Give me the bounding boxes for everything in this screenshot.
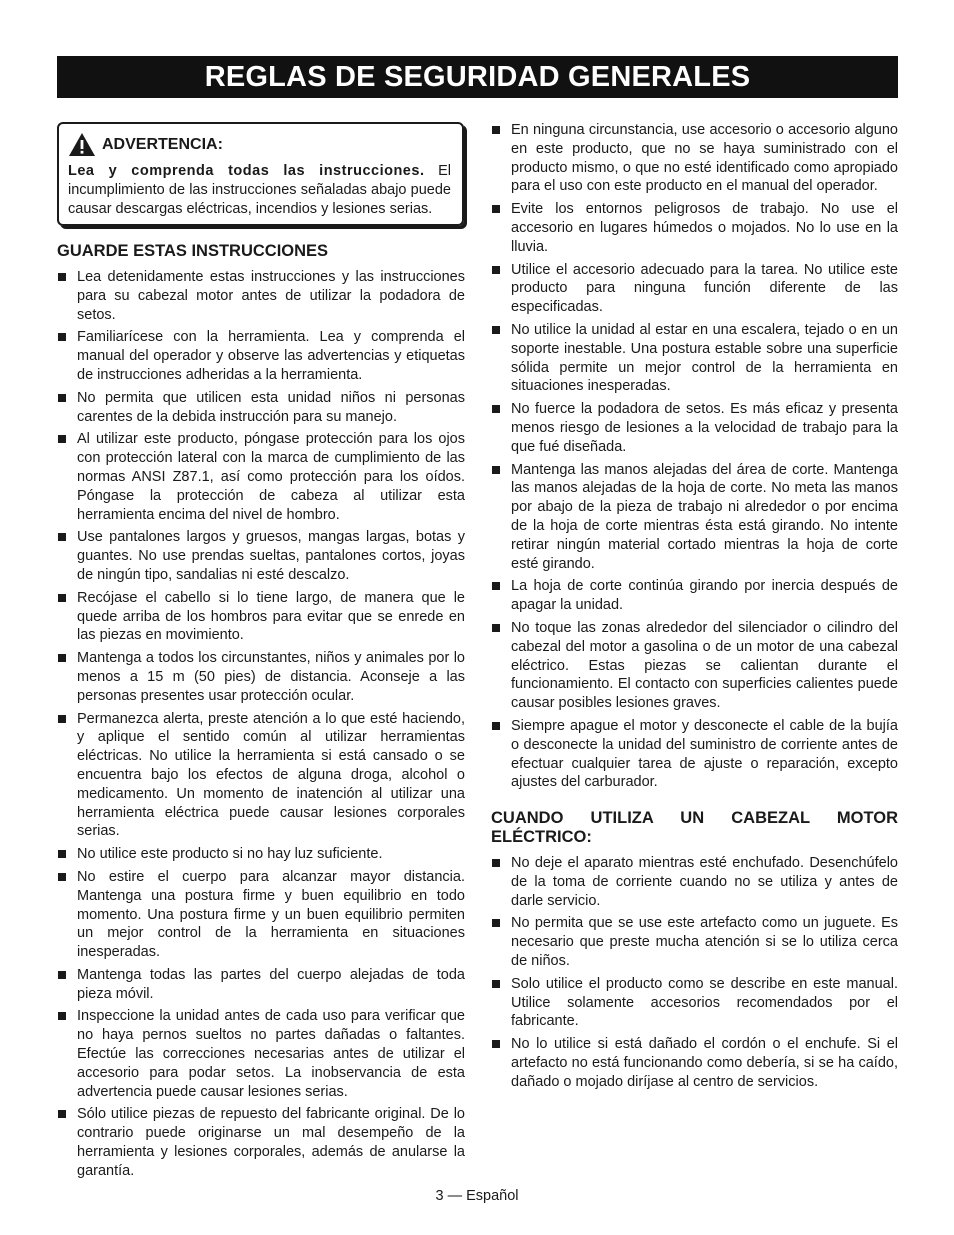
right-column <box>491 121 898 1096</box>
list-item: No lo utilice si está dañado el cordón o el enchufe. Si el artefacto no está funcionando como debería, si se ha caído, dañado o mojado diríjase al centro de servicios. <box>491 1035 898 1091</box>
list-item: No toque las zonas alrededor del silenciador o cilindro del cabezal del motor a gasolina o de un motor de una cabezal eléctrico. Estas piezas se calientan durante el funcionamiento. El contacto con superficies calientes puede causar posibles lesiones graves. <box>491 619 898 713</box>
bullet-icon <box>492 405 500 413</box>
list-item: Recójase el cabello si lo tiene largo, de manera que le quede arriba de los hombros para evitar que se enrede en las piezas en movimiento. <box>57 589 465 645</box>
left-column <box>57 122 465 1185</box>
list-item: Permanezca alerta, preste atención a lo que esté haciendo, y aplique el sentido común al utilizar herramientas eléctricas. No utilice la herramienta si está cansado o se encuentra bajo los efectos de alguna droga, alcohol o medicamento. Un momento de inatención al utilizar una herramienta eléctrica puede causar lesiones corporales serias. <box>57 710 465 842</box>
section-heading-cabezal-electrico: CUANDO UTILIZA UN CABEZAL MOTOR ELÉCTRICO: <box>491 809 898 847</box>
list-cabezal-electrico <box>491 854 898 1092</box>
list-item: No estire el cuerpo para alcanzar mayor distancia. Mantenga una postura firme y buen equilibrio en todo momento. Una postura firme y un buen equilibrio permiten un mejor control de la herramienta en situaciones inesperadas. <box>57 868 465 962</box>
bullet-icon <box>492 266 500 274</box>
list-item: Siempre apague el motor y desconecte el cable de la bujía o desconecte la unidad del suministro de corriente antes de efectuar cualquier tarea de ajuste o reparación, excepto ajustes del carburador. <box>491 717 898 792</box>
bullet-icon <box>58 435 66 443</box>
bullet-icon <box>492 859 500 867</box>
warning-box <box>57 122 464 226</box>
warning-bold-lead: Lea y comprenda todas las instrucciones. <box>68 163 425 179</box>
list-item: No utilice este producto si no hay luz suficiente. <box>57 845 465 864</box>
list-item: En ninguna circunstancia, use accesorio o accesorio alguno en este producto, que no se haya suministrado con el producto mismo, o que no esté identificado como apropiado para el uso con este producto en el manual del operador. <box>491 121 898 196</box>
list-item: Sólo utilice piezas de repuesto del fabricante original. De lo contrario puede originarse un mal desempeño de la herramienta y lesiones corporales, además de anularse la garantía. <box>57 1105 465 1180</box>
warning-heading-text: ADVERTENCIA: <box>102 135 223 153</box>
list-item: Al utilizar este producto, póngase protección para los ojos con protección lateral con la marca de cumplimiento de las normas ANSI Z87.1, así como protección para los oídos. Póngase la protección de cabeza al utilizar esta herramienta encima del nivel de hombro. <box>57 430 465 524</box>
bullet-icon <box>492 624 500 632</box>
list-item: No permita que utilicen esta unidad niños ni personas carentes de la debida instrucción para su manejo. <box>57 389 465 427</box>
list-item: Use pantalones largos y gruesos, mangas largas, botas y guantes. No use prendas sueltas, pantalones cortos, joyas de ningún tipo, sandalias ni esté descalzo. <box>57 528 465 584</box>
bullet-icon <box>58 533 66 541</box>
warning-text <box>68 162 451 219</box>
page-title: REGLAS DE SEGURIDAD GENERALES <box>204 60 751 93</box>
bullet-icon <box>58 1012 66 1020</box>
list-item: Evite los entornos peligrosos de trabajo. No use el accesorio en lugares húmedos o mojados. No lo use en la lluvia. <box>491 200 898 256</box>
section-heading-guarde: GUARDE ESTAS INSTRUCCIONES <box>57 242 329 260</box>
list-item: Mantenga las manos alejadas del área de corte. Mantenga las manos alejadas de la hoja de corte. No meta las manos por abajo de la pieza de trabajo ni alrededor o por encima de la hoja de corte mientras ésta está girando. No intente retirar ningún material cortado mientras la hoja de corte esté girando. <box>491 461 898 574</box>
bullet-icon <box>58 873 66 881</box>
bullet-icon <box>58 594 66 602</box>
bullet-icon <box>58 333 66 341</box>
page-title-bar <box>57 56 898 98</box>
bullet-icon <box>492 980 500 988</box>
bullet-icon <box>492 326 500 334</box>
list-guarde <box>57 268 465 1181</box>
bullet-icon <box>492 205 500 213</box>
bullet-icon <box>492 722 500 730</box>
bullet-icon <box>58 394 66 402</box>
bullet-icon <box>58 971 66 979</box>
list-item: Mantenga a todos los circunstantes, niños y animales por lo menos a 15 m (50 pies) de distancia. Aconseje a las personas presentes usar protección ocular. <box>57 649 465 705</box>
bullet-icon <box>492 1040 500 1048</box>
list-item: No fuerce la podadora de setos. Es más eficaz y presenta menos riesgo de lesiones a la velocidad de trabajo para la que fué diseñada. <box>491 400 898 456</box>
bullet-icon <box>58 850 66 858</box>
warning-heading <box>68 132 451 157</box>
list-item: Inspeccione la unidad antes de cada uso para verificar que no haya pernos sueltos no partes dañadas o faltantes. Efectúe las correcciones necesarias antes de utilizar el accesorio para podar setos. La inobservancia de esta advertencia puede causar lesiones serias. <box>57 1007 465 1101</box>
list-item: Utilice el accesorio adecuado para la tarea. No utilice este producto para ninguna función diferente de las especificadas. <box>491 261 898 317</box>
bullet-icon <box>492 582 500 590</box>
bullet-icon <box>58 1110 66 1118</box>
bullet-icon <box>492 466 500 474</box>
list-item: No deje el aparato mientras esté enchufado. Desenchúfelo de la toma de corriente cuando no se utiliza y antes de darle servicio. <box>491 854 898 910</box>
list-item: Mantenga todas las partes del cuerpo alejadas de toda pieza móvil. <box>57 966 465 1004</box>
bullet-icon <box>58 715 66 723</box>
list-item: No utilice la unidad al estar en una escalera, tejado o en un soporte inestable. Una postura estable sobre una superficie sólida permite un mejor control de la herramienta en situaciones inesperadas. <box>491 321 898 396</box>
bullet-icon <box>492 919 500 927</box>
list-item: Familiarícese con la herramienta. Lea y comprenda el manual del operador y observe las advertencias y etiquetas de instrucciones adheridas a la herramienta. <box>57 328 465 384</box>
list-item: Solo utilice el producto como se describe en este manual. Utilice solamente accesorios recomendados por el fabricante. <box>491 975 898 1031</box>
page-footer: 3 — Español <box>435 1188 519 1204</box>
bullet-icon <box>58 654 66 662</box>
bullet-icon <box>58 273 66 281</box>
list-item: La hoja de corte continúa girando por inercia después de apagar la unidad. <box>491 577 898 615</box>
list-item: No permita que se use este artefacto como un juguete. Es necesario que preste mucha atención si se lo utiliza cerca de niños. <box>491 914 898 970</box>
warning-body: El incumplimiento de las instrucciones señaladas abajo puede causar descargas eléctricas, incendios y lesiones serias. <box>68 163 451 217</box>
bullet-icon <box>492 126 500 134</box>
list-item: Lea detenidamente estas instrucciones y las instrucciones para su cabezal motor antes de utilizar la podadora de setos. <box>57 268 465 324</box>
list-guarde-continued <box>491 121 898 792</box>
warning-triangle-icon <box>68 132 96 157</box>
